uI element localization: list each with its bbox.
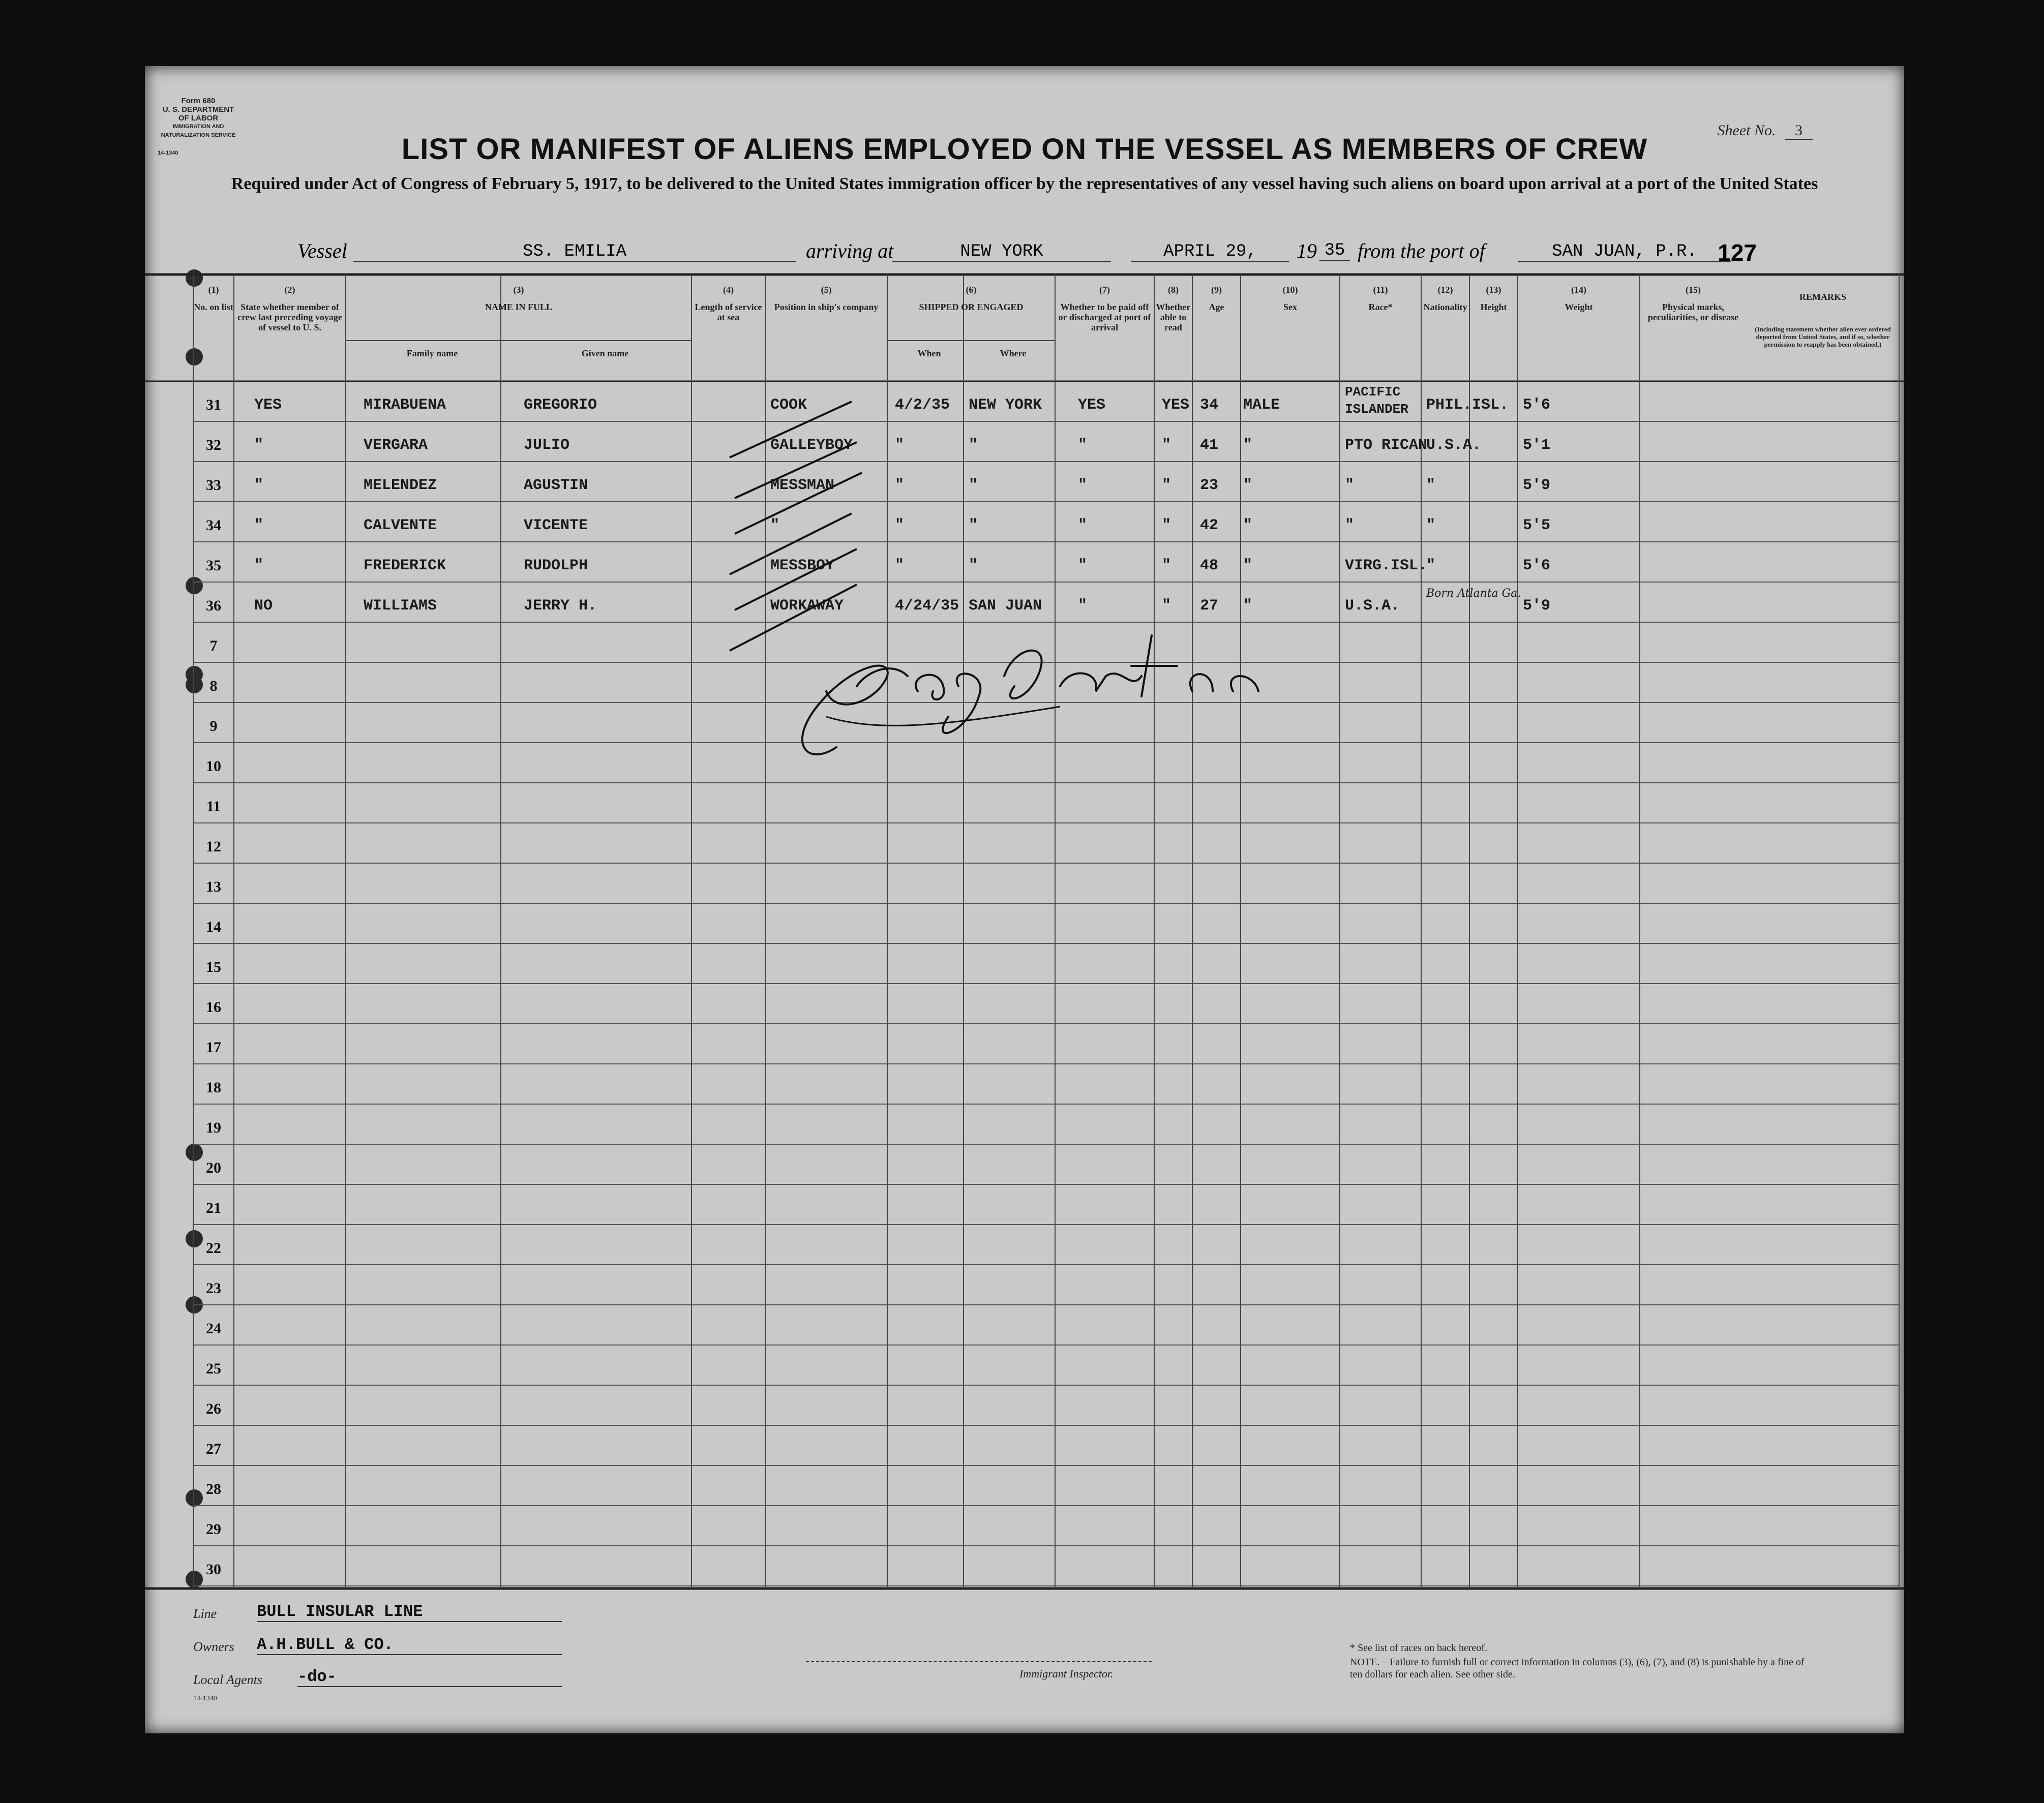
cell-given: VICENTE (524, 517, 588, 534)
cell-when: 4/24/35 (895, 597, 959, 615)
row-number: 20 (206, 1159, 221, 1176)
column-label: Height (1480, 302, 1507, 312)
column-number: (5) (821, 285, 832, 295)
cell-where: NEW YORK (969, 396, 1042, 414)
column-header-16 (1747, 285, 1899, 302)
cell-height: 5'9 (1523, 477, 1551, 494)
row-number: 11 (206, 798, 221, 815)
cell-family: FREDERICK (364, 557, 446, 574)
cell-when: " (895, 517, 905, 534)
row-number: 9 (209, 718, 218, 735)
column-header-11 (1340, 285, 1421, 312)
row-number: 24 (206, 1320, 221, 1337)
cell-given: AGUSTIN (524, 477, 588, 494)
column-label: Age (1209, 302, 1224, 312)
row-number: 17 (206, 1039, 221, 1056)
sheet-value: 3 (1785, 122, 1813, 140)
column-number: (1) (208, 285, 219, 295)
cell-read: " (1162, 477, 1171, 494)
inspector-label: Immigrant Inspector. (1019, 1667, 1114, 1680)
column-header-9 (1192, 285, 1241, 312)
cell-prev: " (254, 477, 264, 494)
cell-no: 34 (206, 517, 221, 534)
column-label: Sex (1283, 302, 1297, 312)
cell-no: 33 (206, 477, 221, 494)
row-number: 22 (206, 1240, 221, 1257)
cell-nationality: PHIL.ISL. (1426, 396, 1509, 414)
row-number: 26 (206, 1400, 221, 1417)
cell-when: " (895, 557, 905, 574)
cell-height: 5'1 (1523, 437, 1551, 454)
cell-given: JULIO (524, 437, 570, 454)
cell-when: " (895, 437, 905, 454)
cell-position: MESSMAN (770, 477, 835, 494)
owners-value: A.H.BULL & CO. (257, 1635, 562, 1655)
cell-prev: " (254, 517, 264, 534)
line-label: Line (193, 1606, 217, 1621)
cell-no: 36 (206, 597, 221, 614)
cell-where: " (969, 557, 978, 574)
cell-where: " (969, 437, 978, 454)
cell-nationality: " (1426, 477, 1436, 494)
column-label: Whether to be paid off or discharged at port of arrival (1058, 302, 1151, 332)
cell-sex: " (1243, 597, 1253, 615)
cell-race: PTO RICAN (1345, 437, 1428, 454)
row-number: 14 (206, 919, 221, 935)
column-header-8 (1154, 285, 1192, 332)
column-number: (3) (513, 285, 524, 295)
column-label: Weight (1565, 302, 1593, 312)
row-number: 23 (206, 1280, 221, 1297)
year-value: 35 (1319, 241, 1350, 261)
document-subtitle: Required under Act of Congress of February 5, 1917, to be delivered to the United States immigration officer by the representatives of any vessel having such aliens on board upon arrival at a port of the United States (231, 174, 1818, 193)
cell-prev: NO (254, 597, 273, 615)
cell-race: PACIFIC ISLANDER (1345, 384, 1408, 417)
row-number: 13 (206, 878, 221, 895)
penalty-note: NOTE.—Failure to furnish full or correct information in columns (3), (6), (7), and (8) is punishable by a fine of ten dollars for each alien. See other side. (1350, 1657, 1805, 1680)
cell-no: 31 (206, 396, 221, 413)
cell-when: " (895, 477, 905, 494)
form-number: Form 680 (181, 97, 216, 105)
cell-where: " (969, 517, 978, 534)
cell-nationality: Born Atlanta Ga. (1426, 587, 1521, 600)
vessel-label: Vessel (297, 239, 347, 262)
cell-family: CALVENTE (364, 517, 437, 534)
cell-sex: " (1243, 477, 1253, 494)
row-number: 21 (206, 1200, 221, 1216)
column-header-6 (887, 285, 1055, 312)
column-header-5 (765, 285, 887, 312)
cell-nationality: " (1426, 517, 1436, 534)
cell-age: 27 (1200, 597, 1219, 615)
column-label: NAME IN FULL (485, 302, 552, 312)
row-number: 7 (209, 637, 218, 654)
cell-height: 5'6 (1523, 396, 1551, 414)
cell-family: WILLIAMS (364, 597, 437, 615)
cell-position: COOK (770, 396, 807, 414)
inspector-signature-line (806, 1661, 1152, 1662)
cell-family: VERGARA (364, 437, 428, 454)
column-header-3 (346, 285, 692, 312)
column-number: (13) (1486, 285, 1501, 295)
column-number: (14) (1571, 285, 1586, 295)
row-number: 18 (206, 1079, 221, 1096)
cell-family: MELENDEZ (364, 477, 437, 494)
cell-no: 32 (206, 437, 221, 453)
column-subheader: Family name (406, 348, 458, 358)
form-code: 14-1340 (158, 150, 178, 156)
cell-paid: " (1078, 597, 1088, 615)
column-label: Physical marks, peculiarities, or disease (1647, 302, 1739, 322)
cell-race: " (1345, 517, 1355, 534)
cell-prev: " (254, 437, 264, 454)
manifest-page (145, 66, 1904, 1733)
column-number: (4) (723, 285, 734, 295)
row-number: 12 (206, 838, 221, 855)
arriving-label: arriving at (806, 239, 894, 262)
cell-nationality: U.S.A. (1426, 437, 1482, 454)
cell-read: YES (1162, 396, 1190, 414)
cell-read: " (1162, 597, 1171, 615)
row-number: 27 (206, 1441, 221, 1457)
cell-sex: MALE (1243, 396, 1280, 414)
column-number: (12) (1437, 285, 1453, 295)
cell-sex: " (1243, 517, 1253, 534)
cell-given: GREGORIO (524, 396, 597, 414)
cell-age: 34 (1200, 396, 1219, 414)
cell-nationality: " (1426, 557, 1436, 574)
column-subheader: (Including statement whether alien ever ordered deported from United States, and if so, whether permission to reapply has been obtained.) (1755, 325, 1891, 348)
cell-position: GALLEYBOY (770, 437, 853, 454)
row-number: 25 (206, 1360, 221, 1377)
cell-no: 35 (206, 557, 221, 574)
column-label: REMARKS (1799, 292, 1846, 302)
year-prefix: 19 (1297, 239, 1317, 262)
cell-when: 4/2/35 (895, 396, 950, 414)
sheet-label: Sheet No. (1717, 122, 1776, 139)
column-header-1 (193, 285, 234, 312)
row-number: 29 (206, 1521, 221, 1538)
row-number: 15 (206, 959, 221, 975)
cell-sex: " (1243, 437, 1253, 454)
cell-family: MIRABUENA (364, 396, 446, 414)
cell-prev: " (254, 557, 264, 574)
document-title: LIST OR MANIFEST OF ALIENS EMPLOYED ON THE VESSEL AS MEMBERS OF CREW (401, 133, 1648, 166)
column-label: State whether member of crew last preceding voyage of vessel to U. S. (237, 302, 342, 332)
column-subheader: Where (1000, 348, 1027, 358)
column-number: (9) (1211, 285, 1222, 295)
manifest-number: 127 (1718, 239, 1757, 266)
cell-given: RUDOLPH (524, 557, 588, 574)
cell-position: " (770, 517, 780, 534)
cell-paid: " (1078, 437, 1088, 454)
cell-race: U.S.A. (1345, 597, 1400, 615)
row-number: 19 (206, 1119, 221, 1136)
footer-code: 14-1340 (193, 1695, 217, 1702)
cell-paid: YES (1078, 396, 1106, 414)
cell-race: VIRG.ISL. (1345, 557, 1428, 574)
row-number: 8 (209, 678, 218, 694)
agents-value: -do- (297, 1667, 562, 1687)
column-header-10 (1241, 285, 1340, 312)
date-value: APRIL 29, (1131, 242, 1289, 262)
cell-read: " (1162, 557, 1171, 574)
cell-read: " (1162, 517, 1171, 534)
cell-read: " (1162, 437, 1171, 454)
row-number: 30 (206, 1561, 221, 1578)
department: U. S. DEPARTMENT OF LABOR (162, 105, 234, 123)
column-label: SHIPPED OR ENGAGED (919, 302, 1024, 312)
column-number: (8) (1168, 285, 1179, 295)
column-label: No. on list (194, 302, 233, 312)
column-number: (10) (1282, 285, 1298, 295)
column-number: (7) (1099, 285, 1110, 295)
cell-paid: " (1078, 477, 1088, 494)
column-header-14 (1518, 285, 1640, 312)
cell-where: SAN JUAN (969, 597, 1042, 615)
vessel-value: SS. EMILIA (353, 242, 796, 262)
column-subheader: Given name (581, 348, 629, 358)
cell-age: 42 (1200, 517, 1219, 534)
column-header-15 (1640, 285, 1747, 322)
column-header-7 (1055, 285, 1154, 332)
cell-paid: " (1078, 517, 1088, 534)
cell-where: " (969, 477, 978, 494)
cell-paid: " (1078, 557, 1088, 574)
cell-race: " (1345, 477, 1355, 494)
column-header-2 (234, 285, 346, 332)
arriving-value: NEW YORK (892, 242, 1111, 262)
checkmark-strokes (719, 376, 897, 681)
cell-given: JERRY H. (524, 597, 597, 615)
column-number: (6) (966, 285, 977, 295)
line-value: BULL INSULAR LINE (257, 1602, 562, 1622)
owners-label: Owners (193, 1639, 234, 1654)
column-label: Length of service at sea (695, 302, 762, 322)
column-label: Position in ship's company (774, 302, 879, 312)
row-number: 16 (206, 999, 221, 1016)
from-value: SAN JUAN, P.R. (1518, 242, 1731, 262)
column-subheader: When (917, 348, 941, 358)
cell-position: MESSBOY (770, 557, 835, 574)
column-number: (2) (284, 285, 295, 295)
service: IMMIGRATION AND NATURALIZATION SERVICE (161, 124, 236, 138)
cell-age: 41 (1200, 437, 1219, 454)
row-number: 10 (206, 758, 221, 775)
agents-label: Local Agents (193, 1672, 263, 1687)
cell-position: WORKAWAY (770, 597, 844, 615)
cell-height: 5'5 (1523, 517, 1551, 534)
column-label: Race* (1368, 302, 1393, 312)
cell-height: 5'6 (1523, 557, 1551, 574)
column-number: (15) (1686, 285, 1701, 295)
cell-prev: YES (254, 396, 282, 414)
column-number: (11) (1373, 285, 1388, 295)
cell-age: 23 (1200, 477, 1219, 494)
cell-sex: " (1243, 557, 1253, 574)
row-number: 28 (206, 1481, 221, 1498)
column-header-4 (692, 285, 765, 322)
column-header-12 (1421, 285, 1469, 312)
column-header-13 (1469, 285, 1518, 312)
from-label: from the port of (1358, 239, 1485, 262)
column-label: Nationality (1423, 302, 1467, 312)
column-label: Whether able to read (1156, 302, 1191, 332)
cell-age: 48 (1200, 557, 1219, 574)
cell-height: 5'9 (1523, 597, 1551, 615)
races-note: * See list of races on back hereof. (1350, 1642, 1487, 1654)
